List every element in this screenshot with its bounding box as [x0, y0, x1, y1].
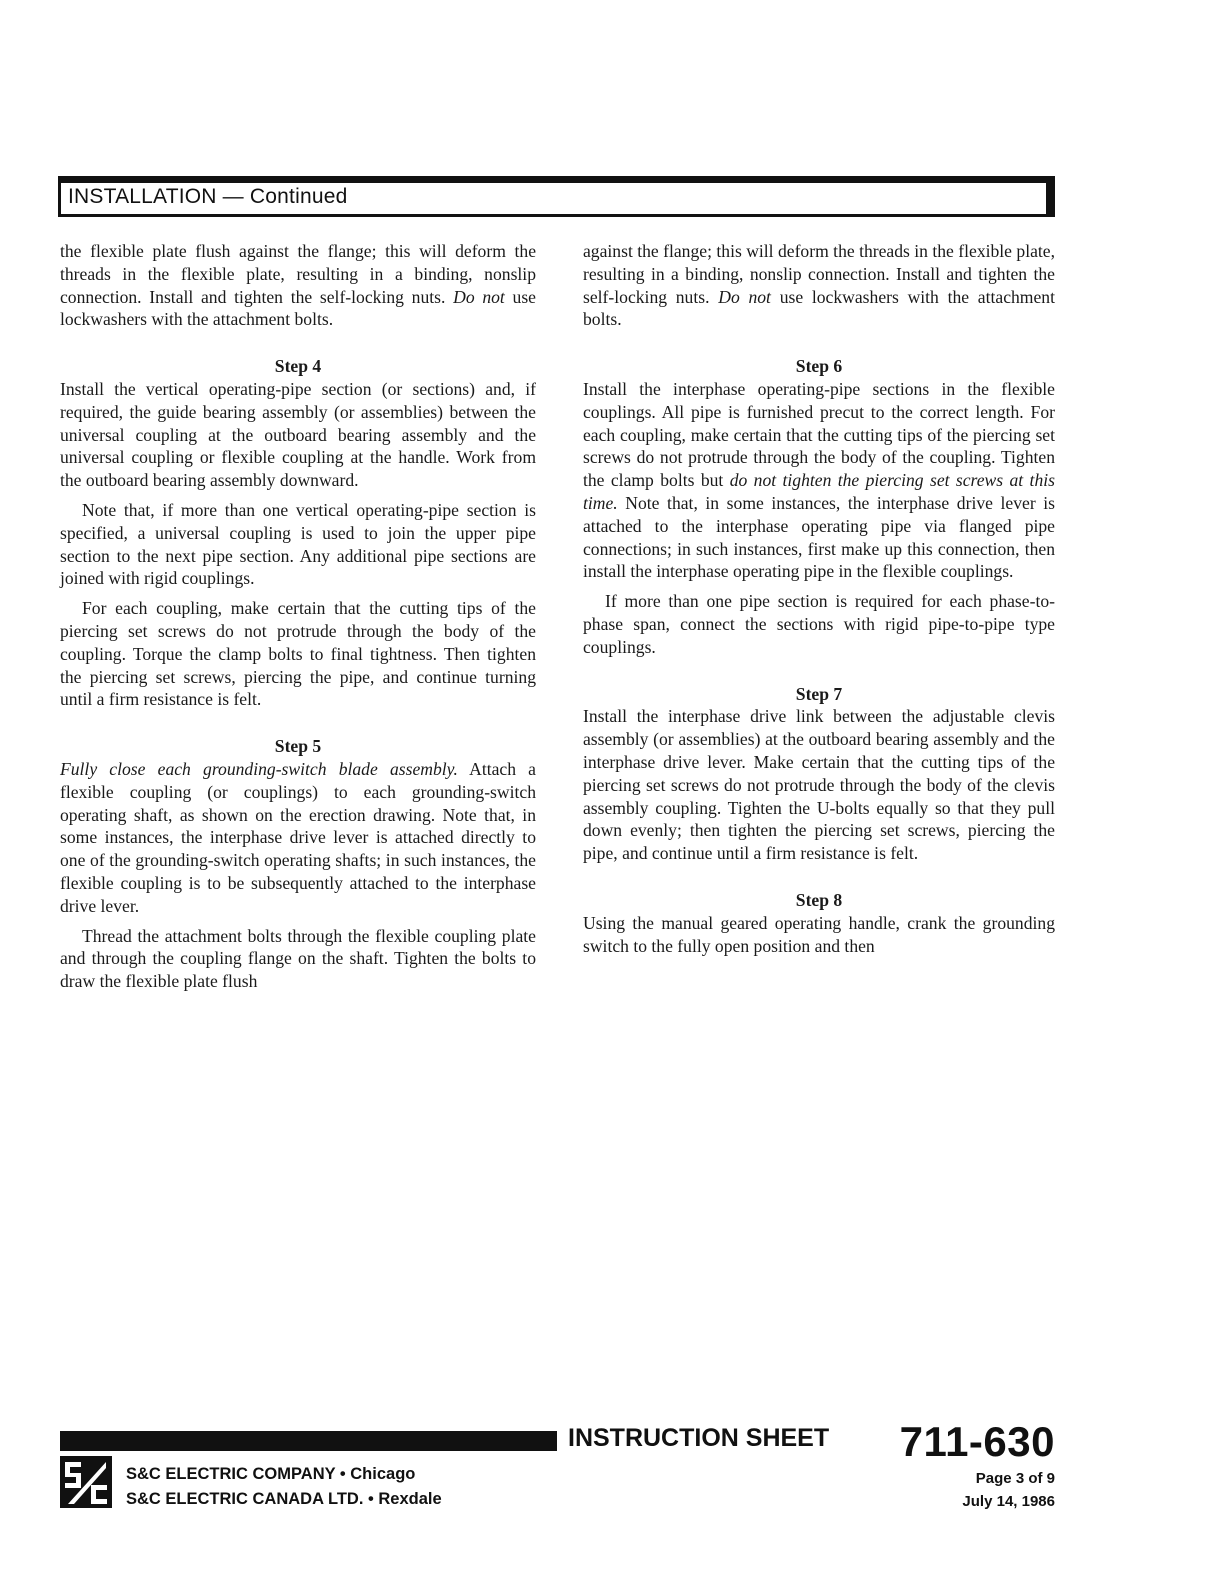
sc-logo-icon: [60, 1456, 112, 1508]
paragraph: For each coupling, make certain that the cutting tips of the piercing set screws do not protrude through the body of the coupling. Torque the clamp bolts to final tightness. Then tighten the piercing set screws, piercing the pipe, and continue turning until a firm resistance is felt.: [60, 598, 536, 710]
instruction-sheet-label: INSTRUCTION SHEET: [568, 1424, 830, 1452]
step-5-heading: Step 5: [274, 736, 322, 757]
page-number: Page 3 of 9: [975, 1470, 1055, 1487]
paragraph: Note that, if more than one vertical operating-pipe section is specified, a universal coupling is used to join the upper pipe section to the next pipe section. Any additional pipe sections are joined with rigid couplings.: [60, 499, 536, 589]
instruction-sheet-number: 711-630: [899, 1418, 1055, 1465]
step-8-heading: Step 8: [795, 889, 843, 910]
company-info: [126, 1462, 442, 1512]
paragraph: Install the interphase operating-pipe sections in the flexible couplings. All pipe is furnished precut to the correct length. For each coupling, make certain that the cutting tips of the piercing set screws do not protrude through the body of the coupling. Tighten the clamp bolts but do not tighten the piercing set screws at this time. Note that, in some instances, the interphase drive lever is attached to the interphase operating pipe via flanged pipe connections; in such instances, first make up this connection, then install the interphase operating pipe in the flexible couplings.: [583, 378, 1055, 582]
paragraph: the flexible plate flush against the flange; this will deform the threads in the flexible plate, resulting in a binding, nonslip connection. Install and tighten the self-locking nuts. Do not use lockwashers with the attachment bolts.: [60, 241, 536, 330]
paragraph: If more than one pipe section is required for each phase-to-phase span, connect the sections with rigid pipe-to-pipe type couplings.: [583, 591, 1055, 657]
paragraph: Fully close each grounding-switch blade assembly. Attach a flexible coupling (or couplings) to each grounding-switch operating shaft, as shown on the erection drawing. Note that, in some instances, the interphase drive lever is attached directly to one of the grounding-switch operating shafts; in such instances, the flexible coupling is to be subsequently attached to the interphase drive lever.: [60, 758, 536, 916]
step-7-heading: Step 7: [795, 683, 843, 704]
section-title: INSTALLATION — Continued: [68, 185, 348, 208]
section-header-bar: [58, 176, 1055, 217]
right-column: [583, 240, 1055, 964]
company-line-1: S&C ELECTRIC COMPANY • Chicago: [126, 1465, 416, 1483]
paragraph: Thread the attachment bolts through the flexible coupling plate and through the coupling flange on the shaft. Tighten the bolts to draw the flexible plate flush: [60, 925, 536, 992]
step-6-heading: Step 6: [795, 356, 843, 377]
left-column: [60, 240, 536, 1000]
page-info: [962, 1467, 1055, 1513]
paragraph: Install the vertical operating-pipe section (or sections) and, if required, the guide bearing assembly (or assemblies) between the universal coupling at the outboard bearing assembly and the universal coupling or flexible coupling at the handle. Work from the outboard bearing assembly downward.: [60, 378, 536, 491]
paragraph: Using the manual geared operating handle, crank the grounding switch to the fully open position and then: [583, 912, 1055, 956]
company-line-2: S&C ELECTRIC CANADA LTD. • Rexdale: [126, 1490, 442, 1508]
issue-date: July 14, 1986: [962, 1493, 1055, 1510]
step-4-heading: Step 4: [274, 356, 322, 377]
paragraph: Install the interphase drive link between the adjustable clevis assembly (or assemblies) at the outboard bearing assembly and the interphase drive lever. Make certain that the cutting tips of the piercing set screws do not protrude through the body of the clevis assembly coupling. Tighten the U-bolts equally so that they pull down evenly; then tighten the piercing set screws, piercing the pipe, and continue until a firm resistance is felt.: [583, 706, 1055, 864]
paragraph: against the flange; this will deform the threads in the flexible plate, resulting in a binding, nonslip connection. Install and tighten the self-locking nuts. Do not use lockwashers with the attachment bolts.: [583, 241, 1055, 330]
footer-rule: [60, 1431, 557, 1451]
